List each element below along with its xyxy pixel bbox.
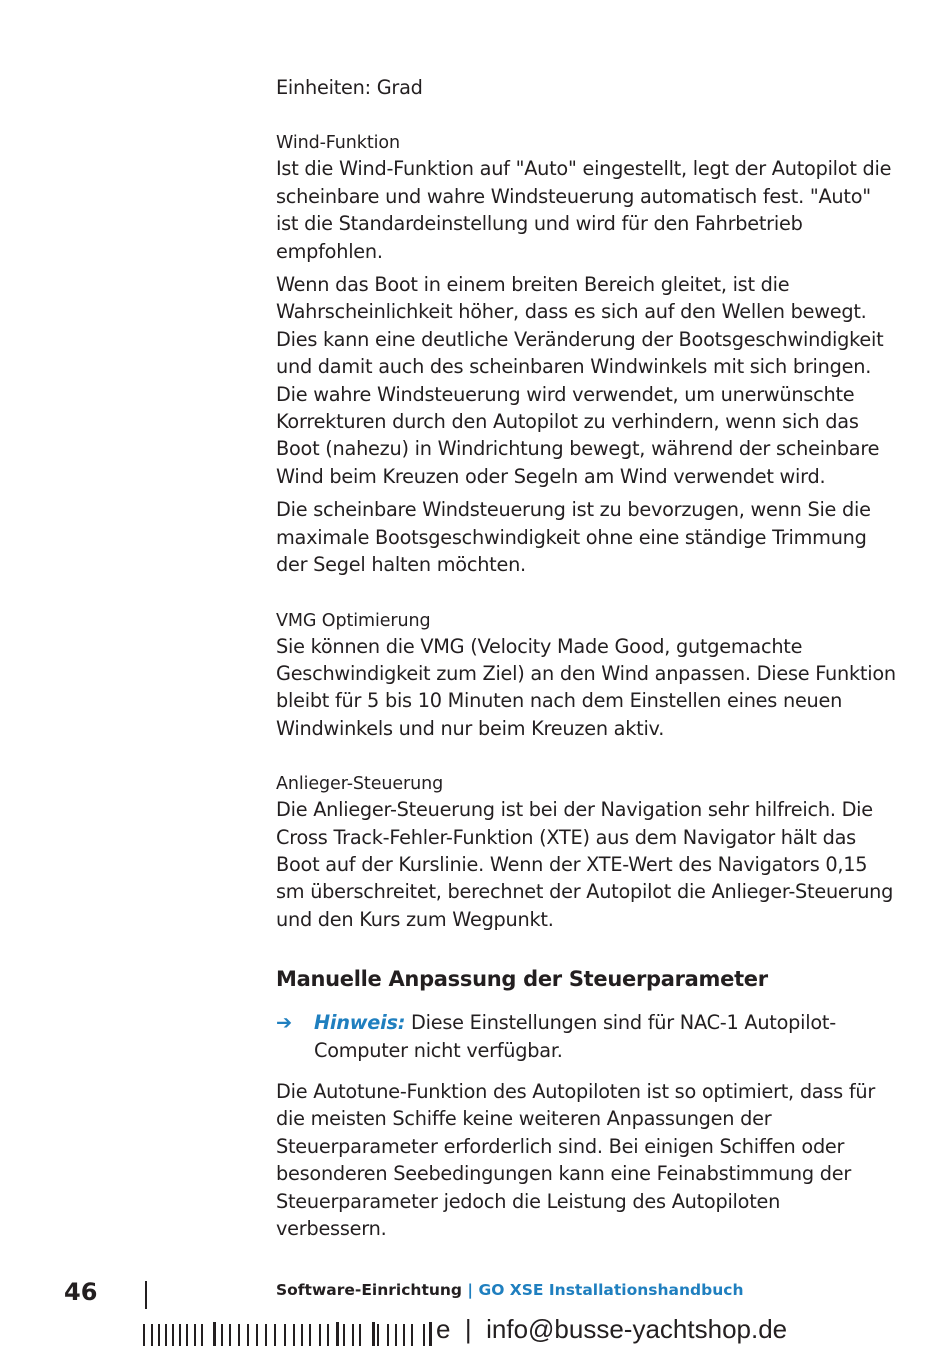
footer-section: Software-Einrichtung xyxy=(276,1281,463,1299)
wind-paragraph-2: Wenn das Boot in einem breiten Bereich gleitet, ist die Wahrscheinlichkeit höher, dass es sich auf den Wellen bewegt. Dies kann eine deutliche Veränderung der Bootsgeschwindigkeit und damit auch des scheinbaren Windwinkels mit sich bringen. Die wahre Windsteuerung wird verwendet, um unerwünschte Korrekturen durch den Autopilot zu verhindern, wenn sich das Boot (nahezu) in Windrichtung bewegt, während der scheinbare Wind beim Kreuzen oder Segeln am Wind verwendet wird. xyxy=(276,273,884,488)
footer-title xyxy=(276,1281,743,1299)
layline-paragraph: Die Anlieger-Steuerung ist bei der Navigation sehr hilfreich. Die Cross Track-Fehler-Funktion (XTE) aus dem Navigator hält das Boot auf der Kurslinie. Wenn der XTE-Wert des Navigators 0,15 sm überschreitet, berechnet der Autopilot die Anlieger-Steuerung und den Kurs zum Wegpunkt. xyxy=(276,798,894,931)
manual-paragraph: Die Autotune-Funktion des Autopiloten ist so optimiert, dass für die meisten Schiffe keine weiteren Anpassungen der Steuerparameter erforderlich sind. Bei einigen Schiffen oder besonderen Seebedingungen kann eine Feinabstimmung der Steuerparameter jedoch die Leistung des Autopiloten verbessern. xyxy=(276,1079,876,1240)
note-text: Diese Einstellungen sind für NAC-1 Autopilot-Computer nicht verfügbar. xyxy=(314,1011,836,1062)
wind-function-heading: Wind-Funktion xyxy=(276,133,400,154)
footer-separator: | xyxy=(462,1281,479,1299)
page-content xyxy=(276,74,896,1248)
arrow-right-icon: ➔ xyxy=(276,1011,292,1035)
footer-manual-title: GO XSE Installationshandbuch xyxy=(478,1281,744,1299)
page-number: 46 xyxy=(64,1278,98,1306)
layline-heading: Anlieger-Steuerung xyxy=(276,774,444,795)
wind-paragraph-1: Ist die Wind-Funktion auf "Auto" eingestellt, legt der Autopilot die scheinbare und wahre Windsteuerung automatisch fest. "Auto" ist die Standardeinstellung und wird für den Fahrbetrieb empfohlen. xyxy=(276,157,892,263)
note xyxy=(276,1009,896,1064)
vmg-heading: VMG Optimierung xyxy=(276,610,431,631)
footer-divider xyxy=(145,1281,147,1309)
shop-contact: e | info@busse-yachtshop.de xyxy=(436,1314,788,1344)
wind-paragraph-3: Die scheinbare Windsteuerung ist zu bevorzugen, wenn Sie die maximale Bootsgeschwindigkeit ohne eine ständige Trimmung der Segel halten möchten. xyxy=(276,498,871,577)
note-label: Hinweis: xyxy=(314,1011,406,1035)
barcode-graphic xyxy=(143,1322,433,1348)
units-line: Einheiten: Grad xyxy=(276,76,423,99)
section-heading: Manuelle Anpassung der Steuerparameter xyxy=(276,967,768,992)
vmg-paragraph: Sie können die VMG (Velocity Made Good, gutgemachte Geschwindigkeit zum Ziel) an den Wind anpassen. Diese Funktion bleibt für 5 bis 10 Minuten nach dem Einstellen eines neuen Windwinkels und nur beim Kreuzen aktiv. xyxy=(276,634,896,740)
